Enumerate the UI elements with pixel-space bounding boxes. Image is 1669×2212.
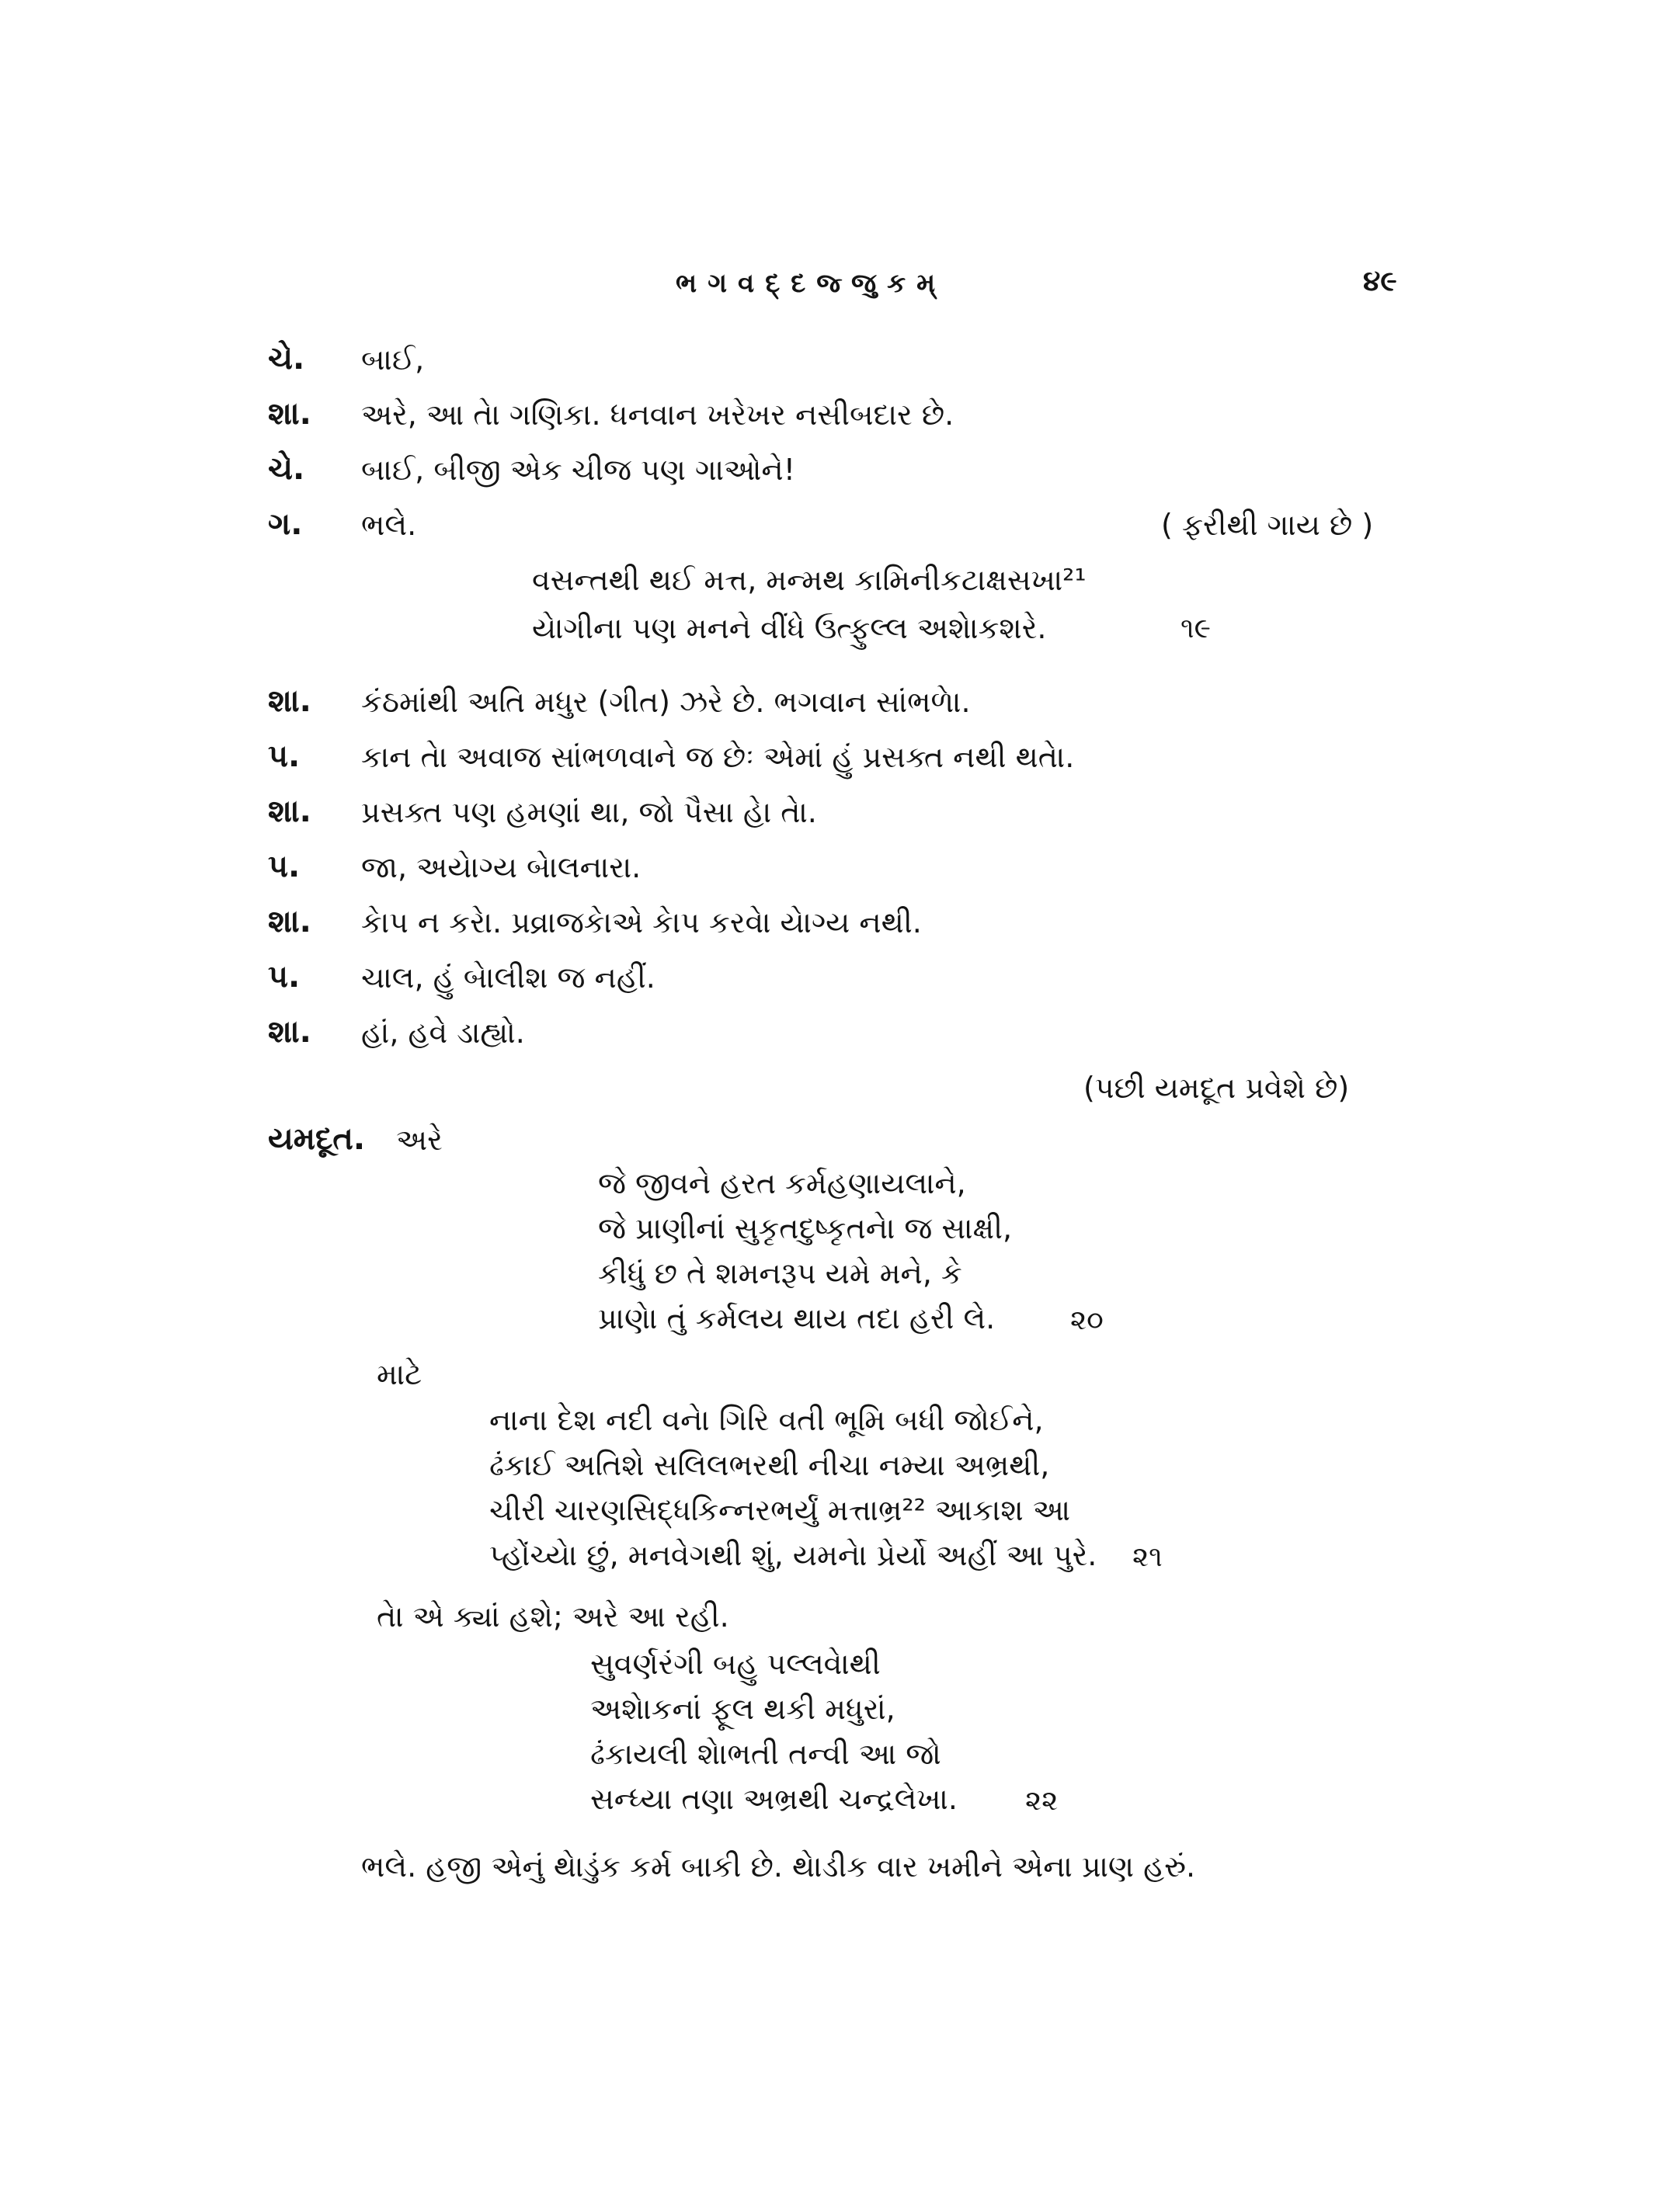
verse-line: સુવર્ણરંગી બહુ પલ્લવેાથી <box>590 1647 881 1681</box>
stage-direction: (પછી યમદૂત પ્રવેશે છે) <box>1083 1071 1350 1105</box>
speaker-label: શા. <box>268 683 311 719</box>
dialogue-line: કંઠમાંથી અતિ મધુર (ગીત) ઝરે છે. ભગવાન સાંભળેા. <box>361 685 971 719</box>
verse-number: ૧૯ <box>1180 613 1211 644</box>
speaker-label: શા. <box>268 793 311 829</box>
prose-line: ભલે. હજી એનું થેાડુંક કર્મ બાકી છે. થેાડીક વાર ખમીને એના પ્રાણ હરું. <box>361 1849 1196 1884</box>
verse-line: વસન્તથી થઈ મત્ત, મન્મથ કામિનીકટાક્ષસખા²¹ <box>532 563 1087 597</box>
dialogue-line: બાઈ, <box>361 342 425 377</box>
page-number: ૪૯ <box>1363 266 1397 297</box>
dialogue-line: જા, અયેાગ્ય બેાલનારા. <box>361 850 642 884</box>
dialogue-line: કાન તેા અવાજ સાંભળવાને જ છેઃ એમાં હું પ્રસક્ત નથી થતેા. <box>361 740 1075 774</box>
dialogue-line: હાં, હવે ડાહ્યો. <box>361 1016 525 1050</box>
verse-number: ૨૧ <box>1132 1541 1163 1573</box>
speaker-label: શા. <box>268 1014 311 1050</box>
dialogue-line: અરે, આ તેા ગણિકા. ધનવાન ખરેખર નસીબદાર છે. <box>361 398 954 432</box>
verse-line: યેાગીના પણ મનને વીંધે ઉત્ફુલ્લ અશેાકશરે. <box>532 611 1047 645</box>
dialogue-line: બાઈ, બીજી એક ચીજ પણ ગાઓને! <box>361 453 795 487</box>
verse-line: જે જીવને હરત કર્મહણાયલાને, <box>598 1166 966 1200</box>
dialogue-line: પ્રસક્ત પણ હમણાં થા, જો પૈસા હેા તેા. <box>361 795 817 829</box>
verse-line: પ્રાણેા તું કર્મલય થાય તદા હરી લે. <box>598 1301 996 1335</box>
stage-direction: ( ફરીથી ગાય છે ) <box>1161 508 1374 542</box>
speaker-label: શા. <box>268 904 311 939</box>
verse-line: કીધું છ તે શમનરૂપ યમે મને, કે <box>598 1256 962 1290</box>
verse-line: પ્હોંચ્યેા છું, મનવેગથી શું, યમનેા પ્રેર્યો અહીં આ પુરે. <box>489 1538 1097 1572</box>
speaker-label: ગ. <box>268 506 303 542</box>
verse-number: ૨૦ <box>1070 1304 1104 1336</box>
prose-line: માટે <box>377 1357 422 1391</box>
verse-line: અશેાકનાં ફૂલ થકી મધુરાં, <box>590 1692 895 1726</box>
verse-number: ૨૨ <box>1025 1785 1059 1817</box>
speaker-label: યમદૂત. <box>268 1121 366 1157</box>
verse-line: સન્ધ્યા તણા અભ્રથી ચન્દ્રલેખા. <box>590 1782 958 1816</box>
dialogue-line: કેાપ ન કરેા. પ્રવ્રાજકેાએ કેાપ કરવેા યેાગ્ય નથી. <box>361 905 922 939</box>
dialogue-line: અરે <box>396 1123 443 1157</box>
running-header: ભગવદ્દજ્જુકમ્ <box>676 268 947 299</box>
verse-line: જે પ્રાણીનાં સુકૃતદુષ્કૃતનેા જ સાક્ષી, <box>598 1211 1013 1245</box>
dialogue-line: ચાલ, હું બેાલીશ જ નહીં. <box>361 960 655 995</box>
verse-line: ઢંકાયલી શેાભતી તન્વી આ જો <box>590 1737 941 1771</box>
speaker-label: શા. <box>268 396 311 432</box>
speaker-label: પ. <box>268 849 301 884</box>
dialogue-line: ભલે. <box>361 508 417 542</box>
speaker-label: ચે. <box>268 341 305 377</box>
prose-line: તેા એ ક્યાં હશે; અરે આ રહી. <box>377 1599 729 1634</box>
speaker-label: પ. <box>268 738 301 774</box>
verse-line: નાના દેશ નદી વનેા ગિરિ વતી ભૂમિ બધી જોઈને, <box>489 1403 1044 1437</box>
verse-line: ચીરી ચારણસિદ્ધકિન્નરભર્યું મત્તાભ્ર²² આકાશ આ <box>489 1493 1071 1527</box>
verse-line: ઢંકાઈ અતિશે સલિલભરથી નીચા નમ્યા અભ્રથી, <box>489 1448 1050 1482</box>
speaker-label: પ. <box>268 959 301 995</box>
speaker-label: ચે. <box>268 451 305 487</box>
